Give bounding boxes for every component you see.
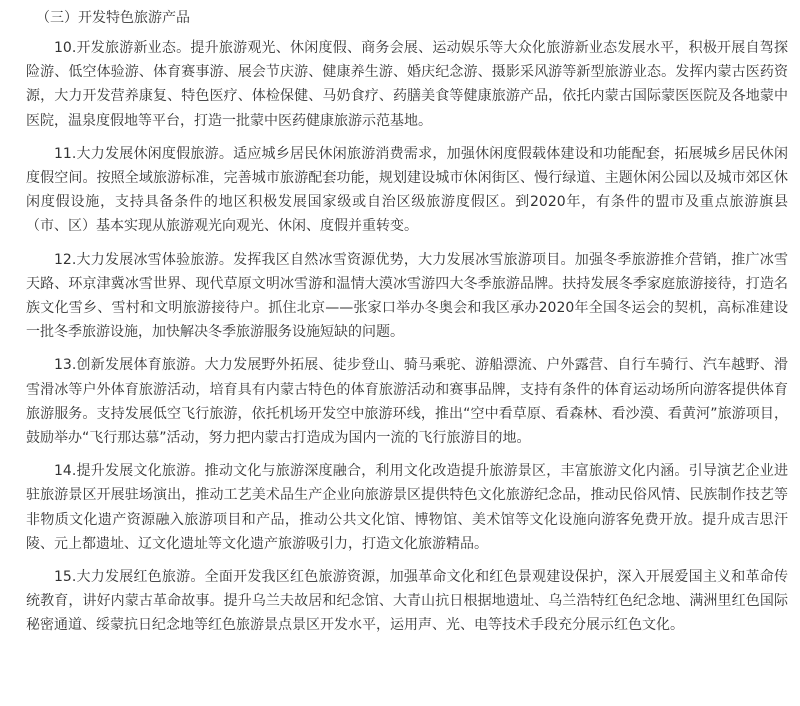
paragraph-new-formats: 10.开发旅游新业态。提升旅游观光、休闲度假、商务会展、运动娱乐等大众化旅游新业态发展水平，积极开展自驾探险游、低空体验游、体育赛事游、展会节庆游、健康养生游、婚庆纪念游、摄影采风游等新型旅游业态。发挥内蒙古医药资源，大力开发营养康复、特色医疗、体检保健、马奶食疗、药膳美食等健康旅游产品，依托内蒙古国际蒙医医院及各地蒙中医院，温泉度假地等平台，打造一批蒙中医药健康旅游示范基地。 bbox=[26, 40, 788, 129]
paragraph-ice-snow: 12.大力发展冰雪体验旅游。发挥我区自然冰雪资源优势，大力发展冰雪旅游项目。加强冬季旅游推介营销，推广冰雪天路、环京津冀冰雪世界、现代草原文明冰雪游和温情大漠冰雪游四大冬季旅游品牌。扶持发展冬季家庭旅游接待，打造名族文化雪乡、雪村和文明旅游接待户。抓住北京——张家口举办冬奥会和我区承办2020年全国冬运会的契机，高标准建设一批冬季旅游设施，加快解决冬季旅游服务设施短缺的问题。 bbox=[26, 251, 788, 341]
paragraph-culture-tourism: 14.提升发展文化旅游。推动文化与旅游深度融合，利用文化改造提升旅游景区，丰富旅游文化内涵。引导演艺企业进驻旅游景区开展驻场演出，推动工艺美术品生产企业向旅游景区提供特色文化旅游纪念品，推动民俗风情、民族制作技艺等非物质文化遗产资源融入旅游项目和产品，推动公共文化馆、博物馆、美术馆等文化设施向游客免费开放。提升成吉思汗陵、元上都遗址、辽文化遗址等文化遗产旅游吸引力，打造文化旅游精品。 bbox=[26, 463, 788, 552]
paragraph-leisure-vacation: 11.大力发展休闲度假旅游。适应城乡居民休闲旅游消费需求，加强休闲度假载体建设和功能配套，拓展城乡居民休闲度假空间。按照全域旅游标准，完善城市旅游配套功能，规划建设城市休闲街区、慢行绿道、主题休闲公园以及城市郊区休闲度假设施，支持具备条件的地区积极发展国家级或自治区级旅游度假区。到2020年，有条件的盟市及重点旅游旗县（市、区）基本实现从旅游观光向观光、休闲、度假并重转变。 bbox=[26, 145, 788, 235]
document-body bbox=[26, 4, 788, 638]
section-heading: （三）开发特色旅游产品 bbox=[36, 10, 190, 26]
paragraph-red-tourism: 15.大力发展红色旅游。全面开发我区红色旅游资源，加强革命文化和红色景观建设保护，深入开展爱国主义和革命传统教育，讲好内蒙古革命故事。提升乌兰夫故居和纪念馆、大青山抗日根据地遗址、乌兰浩特红色纪念地、满洲里红色国际秘密通道、绥蒙抗日纪念地等红色旅游景点景区开发水平，运用声、光、电等技术手段充分展示红色文化。 bbox=[26, 569, 788, 634]
paragraph-sports-tourism: 13.创新发展体育旅游。大力发展野外拓展、徒步登山、骑马乘驼、游船漂流、户外露营、自行车骑行、汽车越野、滑雪滑冰等户外体育旅游活动，培育具有内蒙古特色的体育旅游活动和赛事品牌，支持有条件的体育运动场所向游客提供体育旅游服务。支持发展低空飞行旅游，依托机场开发空中旅游环线，推出“空中看草原、看森林、看沙漠、看黄河”旅游项目，鼓励举办“飞行那达慕”活动，努力把内蒙古打造成为国内一流的飞行旅游目的地。 bbox=[26, 357, 788, 447]
